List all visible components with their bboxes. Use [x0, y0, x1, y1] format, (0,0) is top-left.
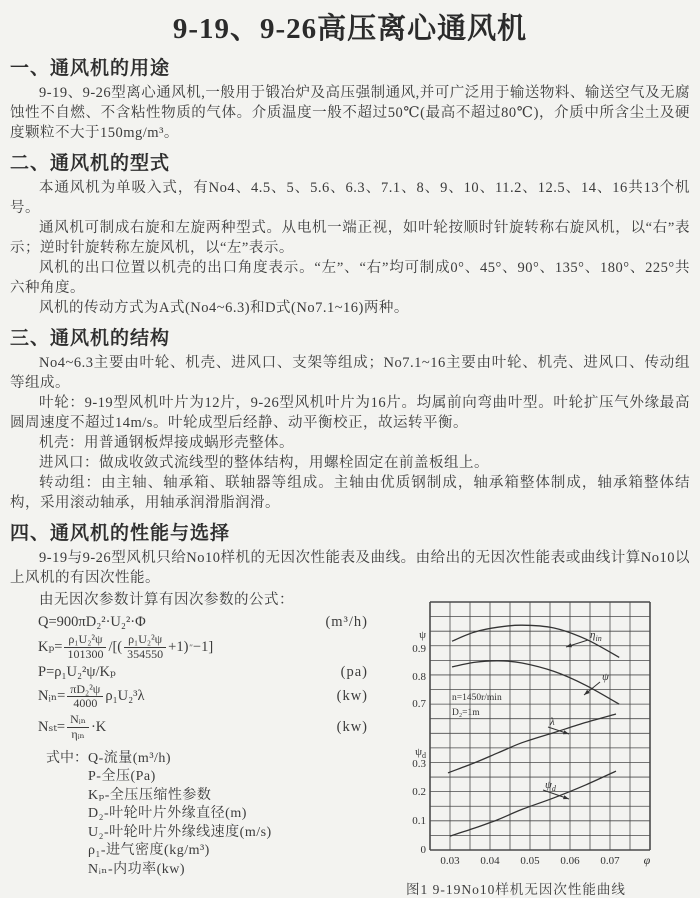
performance-figure — [402, 592, 672, 898]
svg-text:D₂=1m: D₂=1m — [452, 708, 480, 718]
svg-text:ψ: ψ — [602, 671, 609, 683]
svg-text:ηin: $\eta_{in}$ — [590, 629, 602, 643]
formula-text: Q=900πD₂²·U₂²·Φ — [38, 614, 146, 630]
fraction: $\frac{\text{ρ₁U₂²ψ}}{354550}$ — [124, 633, 166, 662]
formula-text: ·K — [90, 718, 107, 735]
fraction: $\frac{\text{ρ₁U₂²ψ}}{101300}$ — [64, 633, 106, 662]
svg-text:0.9: 0.9 — [412, 643, 426, 655]
formula-text: Nᵢₙ= — [38, 688, 66, 705]
formula-text: Nₛₜ= — [38, 718, 66, 735]
glossary-item: P-全压(Pa) — [88, 769, 156, 785]
document-title: 9-19、9-26高压离心通风机 — [172, 13, 528, 45]
formula-block — [38, 614, 402, 742]
formula-unit: (kw) — [336, 718, 368, 735]
formula-pressure — [38, 664, 368, 681]
glossary-item: D₂-叶轮叶片外缘直径(m) — [88, 806, 247, 822]
formula-unit: (kw) — [336, 688, 368, 705]
paragraph: 叶轮：9-19型风机叶片为12片，9-26型风机叶片为16片。均属前向弯曲叶型。叶轮扩压气外缘最高圆周速度不超过14m/s。叶轮成型后经静、动平衡校正，故运转平衡。 — [10, 395, 690, 431]
section-structure — [10, 323, 690, 513]
formula-intro: 由无因次参数计算有因次参数的公式： — [39, 592, 294, 608]
svg-text:0.8: 0.8 — [412, 671, 426, 683]
glossary-item: U₂-叶轮叶片外缘线速度(m/s) — [88, 824, 272, 840]
paragraph: 转动组：由主轴、轴承箱、联轴器等组成。主轴由优质钢制成，轴承箱整体制成，轴承箱整体结构，采用滚动轴承，用轴承润滑脂润滑。 — [10, 475, 690, 511]
bottom-region — [10, 590, 690, 898]
svg-text:ψd: $\psi_d$ — [415, 746, 426, 760]
svg-text:0.04: 0.04 — [480, 855, 500, 867]
svg-text:0.05: 0.05 — [520, 855, 540, 867]
svg-text:0.07: 0.07 — [600, 855, 620, 867]
svg-text:λ: λ — [550, 716, 555, 728]
section-heading: 二、通风机的型式 — [10, 153, 171, 174]
formula-column — [10, 590, 402, 898]
formula-unit: (m³/h) — [325, 614, 368, 630]
formula-shaft-power — [38, 713, 368, 742]
formula-kp — [38, 633, 368, 662]
svg-text:0.3: 0.3 — [412, 758, 426, 770]
section-heading: 一、通风机的用途 — [10, 58, 171, 79]
fraction: $\frac{\text{Nᵢₙ}}{\text{ηᵢₙ}}$ — [67, 713, 89, 742]
svg-text:0.06: 0.06 — [560, 855, 580, 867]
figure-column — [402, 590, 690, 898]
formula-unit: (pa) — [340, 663, 368, 680]
section-performance — [10, 518, 690, 588]
formula-text: /[( — [108, 638, 123, 655]
section-heading: 四、通风机的性能与选择 — [10, 523, 231, 544]
formula-text: Kₚ= — [38, 638, 63, 655]
paragraph: 风机的出口位置以机壳的出口角度表示。“左”、“右”均可制成0°、45°、90°、135°、180°、225°共六种角度。 — [10, 260, 690, 296]
formula-text: P=ρ₁U₂²ψ/Kₚ — [38, 663, 116, 680]
formula-flow — [38, 614, 368, 631]
symbol-glossary — [46, 750, 402, 880]
svg-text:φ: φ — [643, 853, 651, 867]
section-heading: 三、通风机的结构 — [10, 328, 171, 349]
svg-text:0.7: 0.7 — [412, 698, 426, 710]
paragraph: 本通风机为单吸入式，有No4、4.5、5、5.6、6.3、7.1、8、9、10、11.2、12.5、14、16共13个机号。 — [10, 180, 690, 216]
paragraph: 风机的传动方式为A式(No4~6.3)和D式(No7.1~16)两种。 — [39, 300, 409, 316]
fraction: $\frac{\text{πD₂²ψ}}{4000}$ — [67, 683, 103, 712]
paragraph: No4~6.3主要由叶轮、机壳、进风口、支架等组成；No7.1~16主要由叶轮、机壳、进风口、传动组等组成。 — [10, 355, 690, 391]
svg-text:0.1: 0.1 — [412, 815, 426, 827]
glossary-item: Nᵢₙ-内功率(kw) — [88, 861, 186, 877]
performance-chart — [402, 592, 664, 874]
svg-text:ψd: $\psi_d$ — [545, 779, 556, 793]
paragraph: 9-19与9-26型风机只给No10样机的无因次性能表及曲线。由给出的无因次性能表或曲线计算No10以上风机的有因次性能。 — [10, 550, 690, 586]
svg-text:0: 0 — [420, 844, 426, 856]
figure-caption: 图1 9-19No10样机无因次性能曲线 — [406, 882, 626, 897]
paragraph: 机壳：用普通钢板焊接成蜗形壳整体。 — [39, 435, 294, 451]
glossary-label: 式中： — [46, 750, 88, 766]
formula-text: +1) — [168, 638, 189, 655]
section-type — [10, 148, 690, 318]
svg-text:0.2: 0.2 — [412, 786, 426, 798]
paragraph: 9-19、9-26型离心通风机,一般用于锻冶炉及高压强制通风,并可广泛用于输送物料、输送空气及无腐蚀性不自燃、不含粘性物质的气体。介质温度一般不超过50℃(最高不超过80℃)，介质中所含尘土及硬度颗粒不大于150mg/m³。 — [10, 85, 690, 141]
paragraph: 进风口：做成收敛式流线型的整体结构，用螺栓固定在前盖板组上。 — [39, 455, 489, 471]
glossary-item: ρ₁-进气密度(kg/m³) — [88, 843, 210, 859]
formula-inner-power — [38, 683, 368, 712]
exponent: ′′ — [189, 642, 193, 652]
formula-text: −1] — [192, 638, 214, 655]
svg-text:0.03: 0.03 — [440, 855, 460, 867]
formula-text: ρ₁U₂³λ — [105, 688, 145, 705]
glossary-item: Kₚ-全压压缩性参数 — [88, 787, 212, 803]
section-usage — [10, 53, 690, 143]
glossary-item: Q-流量(m³/h) — [88, 750, 172, 766]
svg-text:n=1450r/min: n=1450r/min — [452, 693, 502, 703]
svg-text:ψ: ψ — [419, 629, 426, 641]
paragraph: 通风机可制成右旋和左旋两种型式。从电机一端正视，如叶轮按顺时针旋转称右旋风机，以“右”表示；逆时针旋转称左旋风机，以“左”表示。 — [10, 220, 690, 256]
